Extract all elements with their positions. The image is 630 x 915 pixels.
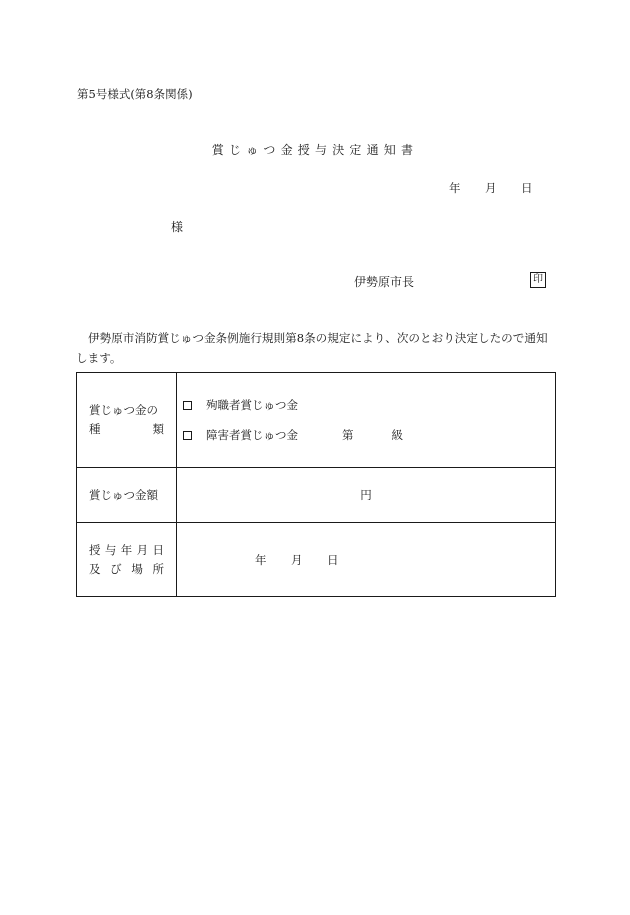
- award-amount-row: [77, 468, 556, 523]
- option-disability-award-label: 障害者賞じゅつ金: [206, 428, 298, 442]
- addressee-honorific: 様: [171, 220, 184, 234]
- notice-date: [449, 180, 533, 196]
- date-month-label: 月: [485, 181, 497, 195]
- award-type-label-line1: 賞じゅつ金の: [89, 403, 158, 417]
- award-place-char3: 場: [131, 561, 143, 576]
- award-amount-label: 賞じゅつ金額: [89, 487, 158, 502]
- grade-suffix: 級: [391, 428, 403, 442]
- award-amount-value-cell: [177, 468, 556, 523]
- award-amount-label-cell: [77, 468, 177, 523]
- award-amount-unit: 円: [360, 488, 372, 502]
- checkbox-disability-award[interactable]: [183, 431, 192, 440]
- award-place-label-line: [89, 560, 164, 579]
- award-date-char4: 月: [136, 542, 149, 557]
- award-place-char1: 及: [89, 561, 101, 576]
- seal-mark: 印: [530, 272, 546, 288]
- award-date-char1: 授: [89, 542, 101, 557]
- award-date-place-row: [77, 523, 556, 597]
- notice-body-text: 伊勢原市消防賞じゅつ金条例施行規則第8条の規定により、次のとおり決定したので通知します。: [76, 331, 548, 365]
- option-death-award: [177, 394, 555, 416]
- award-date-char5: 日: [152, 542, 164, 557]
- award-details-table: [76, 372, 556, 597]
- grade-prefix: 第: [342, 428, 354, 442]
- award-date-value: [177, 552, 555, 568]
- date-day-label: 日: [521, 181, 533, 195]
- checkbox-death-award[interactable]: [183, 401, 192, 410]
- option-death-award-label: 殉職者賞じゅつ金: [206, 398, 298, 412]
- date-year-label: 年: [449, 181, 461, 195]
- option-disability-award: [177, 424, 555, 446]
- award-place-char4: 所: [152, 561, 164, 576]
- award-date-place-value-cell: [177, 523, 556, 597]
- award-date-label-line: [89, 541, 164, 560]
- award-type-label-char2: 類: [152, 422, 164, 436]
- award-date-place-label-cell: [77, 523, 177, 597]
- award-type-row: [77, 373, 556, 468]
- form-number: 第5号様式(第8条関係): [77, 87, 193, 101]
- award-type-options-cell: [177, 373, 556, 468]
- award-place-char2: び: [110, 561, 122, 576]
- award-type-label-cell: [77, 373, 177, 468]
- issuer-name: 伊勢原市長: [354, 275, 415, 289]
- award-type-label-line2: [89, 420, 164, 439]
- award-type-label-char1: 種: [89, 422, 101, 436]
- award-month-label: 月: [291, 552, 303, 567]
- award-date-char2: 与: [104, 542, 117, 557]
- award-day-label: 日: [327, 552, 339, 567]
- document-title: 賞じゅつ金授与決定通知書: [211, 143, 419, 157]
- award-date-char3: 年: [120, 542, 133, 557]
- award-year-label: 年: [255, 552, 267, 567]
